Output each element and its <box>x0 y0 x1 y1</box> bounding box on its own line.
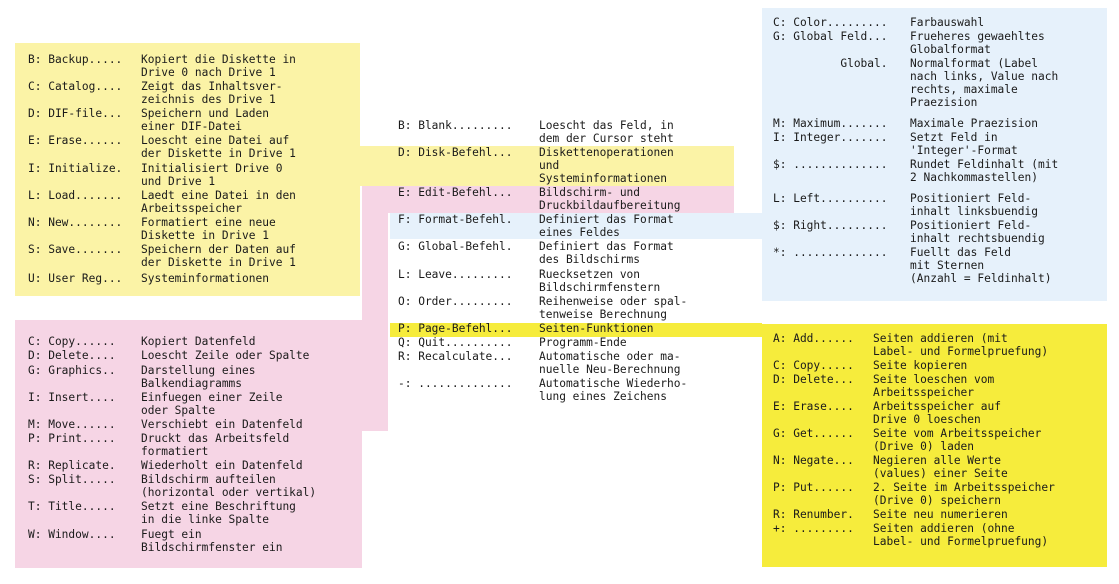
command-key: B: Blank......... <box>398 119 513 132</box>
command-description: Negieren alle Werte (values) einer Seite <box>873 454 1008 480</box>
command-entry <box>773 522 1048 548</box>
command-key: G: Graphics.. <box>28 364 116 377</box>
command-description: Setzt eine Beschriftung in die linke Spalte <box>141 500 296 526</box>
command-key: I: Insert.... <box>28 391 116 404</box>
command-key: N: New........ <box>28 216 123 229</box>
command-entry <box>28 528 282 554</box>
command-description: Seiten-Funktionen <box>539 322 654 335</box>
command-entry <box>28 500 296 526</box>
command-entry <box>773 30 1045 56</box>
command-description: Ruecksetzen von Bildschirmfenstern <box>539 268 661 294</box>
command-entry <box>28 216 276 242</box>
command-description: Seite loeschen vom Arbeitsspeicher <box>873 373 995 399</box>
command-key: $: .............. <box>773 158 888 171</box>
command-description: Speichern und Laden einer DIF-Datei <box>141 107 269 133</box>
command-description: Formatiert eine neue Diskette in Drive 1 <box>141 216 276 242</box>
command-description: Loescht das Feld, in dem der Cursor steht <box>539 119 674 145</box>
command-key: G: Global Feld... <box>773 30 888 43</box>
command-description: Seiten addieren (ohne Label- und Formelpruefung) <box>873 522 1049 548</box>
command-entry <box>773 373 994 399</box>
command-description: Fuegt ein Bildschirmfenster ein <box>141 528 283 554</box>
command-entry <box>28 134 296 160</box>
command-entry <box>28 243 296 269</box>
command-description: Positioniert Feld- inhalt linksbuendig <box>910 192 1038 218</box>
command-key: D: Delete... <box>773 373 854 386</box>
command-description: Seiten addieren (mit Label- und Formelpruefung) <box>873 332 1049 358</box>
command-description: Normalformat (Label nach links, Value nach rechts, maximale Praezision <box>910 57 1059 109</box>
command-entry <box>398 240 674 266</box>
command-description: Bildschirm- und Druckbildaufbereitung <box>539 186 681 212</box>
command-description: Reihenweise oder spal- tenweise Berechnung <box>539 295 688 321</box>
command-description: 2. Seite im Arbeitsspeicher (Drive 0) speichern <box>873 481 1055 507</box>
command-key: G: Global-Befehl. <box>398 240 513 253</box>
command-description: Einfuegen einer Zeile oder Spalte <box>141 391 283 417</box>
command-key: R: Renumber. <box>773 508 854 521</box>
command-description: Bildschirm aufteilen (horizontal oder vertikal) <box>141 473 317 499</box>
command-description: Setzt Feld in 'Integer'-Format <box>910 131 1018 157</box>
command-description: Automatische Wiederho- lung eines Zeichens <box>539 377 688 403</box>
command-entry <box>28 349 309 365</box>
command-entry <box>398 377 687 403</box>
command-key: -: .............. <box>398 377 513 390</box>
command-key: I: Integer....... <box>773 131 888 144</box>
command-entry <box>398 295 687 321</box>
command-description: Druckt das Arbeitsfeld formatiert <box>141 432 290 458</box>
command-entry <box>28 272 269 288</box>
command-entry <box>28 80 282 106</box>
command-description: Zeigt das Inhaltsver- zeichnis des Drive 1 <box>141 80 283 106</box>
command-description: Wiederholt ein Datenfeld <box>141 459 303 472</box>
command-description: Positioniert Feld- inhalt rechtsbuendig <box>910 219 1045 245</box>
command-entry <box>773 57 1058 109</box>
command-description: Frueheres gewaehltes Globalformat <box>910 30 1045 56</box>
command-description: Darstellung eines Balkendiagramms <box>141 364 256 390</box>
command-key: Q: Quit.......... <box>398 336 513 349</box>
command-description: Rundet Feldinhalt (mit 2 Nachkommastellen) <box>910 158 1059 184</box>
command-entry <box>773 246 1051 285</box>
command-key: P: Put...... <box>773 481 854 494</box>
command-key: E: Erase.... <box>773 400 854 413</box>
command-key: P: Print..... <box>28 432 116 445</box>
command-key: $: Right......... <box>773 219 888 232</box>
command-key: B: Backup..... <box>28 53 123 66</box>
command-entry <box>398 119 674 145</box>
command-description: Laedt eine Datei in den Arbeitsspeicher <box>141 189 296 215</box>
command-description: Verschiebt ein Datenfeld <box>141 418 303 431</box>
command-key: O: Order......... <box>398 295 513 308</box>
command-key: L: Leave......... <box>398 268 513 281</box>
command-entry <box>773 192 1038 218</box>
edit-connector-vertical <box>362 186 388 431</box>
command-key: F: Format-Befehl. <box>398 213 513 226</box>
command-key: *: .............. <box>773 246 888 259</box>
command-description: Farbauswahl <box>910 16 985 29</box>
command-key: D: Delete.... <box>28 349 116 362</box>
command-description: Loescht eine Datei auf der Diskette in Drive 1 <box>141 134 296 160</box>
command-entry <box>398 268 660 294</box>
command-key: C: Copy...... <box>28 335 116 348</box>
command-key: D: DIF-file... <box>28 107 123 120</box>
command-key: Global. <box>773 57 888 70</box>
command-key: L: Load....... <box>28 189 123 202</box>
command-key: C: Catalog.... <box>28 80 123 93</box>
command-description: Seite neu numerieren <box>873 508 1008 521</box>
command-key: M: Maximum....... <box>773 117 888 130</box>
command-entry <box>28 432 289 458</box>
command-key: E: Erase...... <box>28 134 123 147</box>
command-key: R: Replicate. <box>28 459 116 472</box>
command-key: C: Copy..... <box>773 359 854 372</box>
command-description: Systeminformationen <box>141 272 269 285</box>
command-key: W: Window.... <box>28 528 116 541</box>
command-entry <box>28 53 296 79</box>
command-description: Arbeitsspeicher auf Drive 0 loeschen <box>873 400 1001 426</box>
command-description: Diskettenoperationen und Systeminformationen <box>539 146 674 185</box>
command-entry <box>28 189 296 215</box>
command-entry <box>773 481 1055 507</box>
command-key: A: Add...... <box>773 332 854 345</box>
command-key: E: Edit-Befehl... <box>398 186 513 199</box>
command-entry <box>28 162 282 188</box>
command-description: Definiert das Format eines Feldes <box>539 213 674 239</box>
command-description: Speichern der Daten auf der Diskette in Drive 1 <box>141 243 296 269</box>
command-entry <box>28 473 316 499</box>
command-key: U: User Reg... <box>28 272 123 285</box>
command-description: Definiert das Format des Bildschirms <box>539 240 674 266</box>
command-entry <box>398 186 680 212</box>
command-description: Loescht Zeile oder Spalte <box>141 349 310 362</box>
command-description: Initialisiert Drive 0 und Drive 1 <box>141 162 283 188</box>
command-entry <box>773 219 1045 245</box>
command-key: T: Title..... <box>28 500 116 513</box>
command-description: Seite vom Arbeitsspeicher (Drive 0) laden <box>873 427 1042 453</box>
command-entry <box>28 391 282 417</box>
command-key: R: Recalculate... <box>398 350 513 363</box>
command-description: Maximale Praezision <box>910 117 1038 130</box>
command-description: Kopiert die Diskette in Drive 0 nach Drive 1 <box>141 53 296 79</box>
command-description: Seite kopieren <box>873 359 968 372</box>
command-entry <box>398 213 674 239</box>
command-description: Fuellt das Feld mit Sternen (Anzahl = Feldinhalt) <box>910 246 1052 285</box>
command-description: Kopiert Datenfeld <box>141 335 256 348</box>
command-entry <box>773 131 1018 157</box>
command-entry <box>773 454 1008 480</box>
command-key: I: Initialize. <box>28 162 123 175</box>
command-key: M: Move...... <box>28 418 116 431</box>
command-entry <box>773 427 1041 453</box>
command-key: N: Negate... <box>773 454 854 467</box>
command-entry <box>773 158 1058 184</box>
command-key: S: Save....... <box>28 243 123 256</box>
command-entry <box>398 350 680 376</box>
command-key: C: Color......... <box>773 16 888 29</box>
command-key: +: ......... <box>773 522 854 535</box>
command-description: Programm-Ende <box>539 336 627 349</box>
command-entry <box>28 107 269 133</box>
command-entry <box>773 400 1001 426</box>
command-entry <box>398 146 674 185</box>
command-key: D: Disk-Befehl... <box>398 146 513 159</box>
command-key: G: Get...... <box>773 427 854 440</box>
command-key: L: Left.......... <box>773 192 888 205</box>
command-key: S: Split..... <box>28 473 116 486</box>
command-entry <box>28 364 256 390</box>
command-key: P: Page-Befehl... <box>398 322 513 335</box>
command-description: Automatische oder ma- nuelle Neu-Berechnung <box>539 350 681 376</box>
command-entry <box>773 332 1048 358</box>
